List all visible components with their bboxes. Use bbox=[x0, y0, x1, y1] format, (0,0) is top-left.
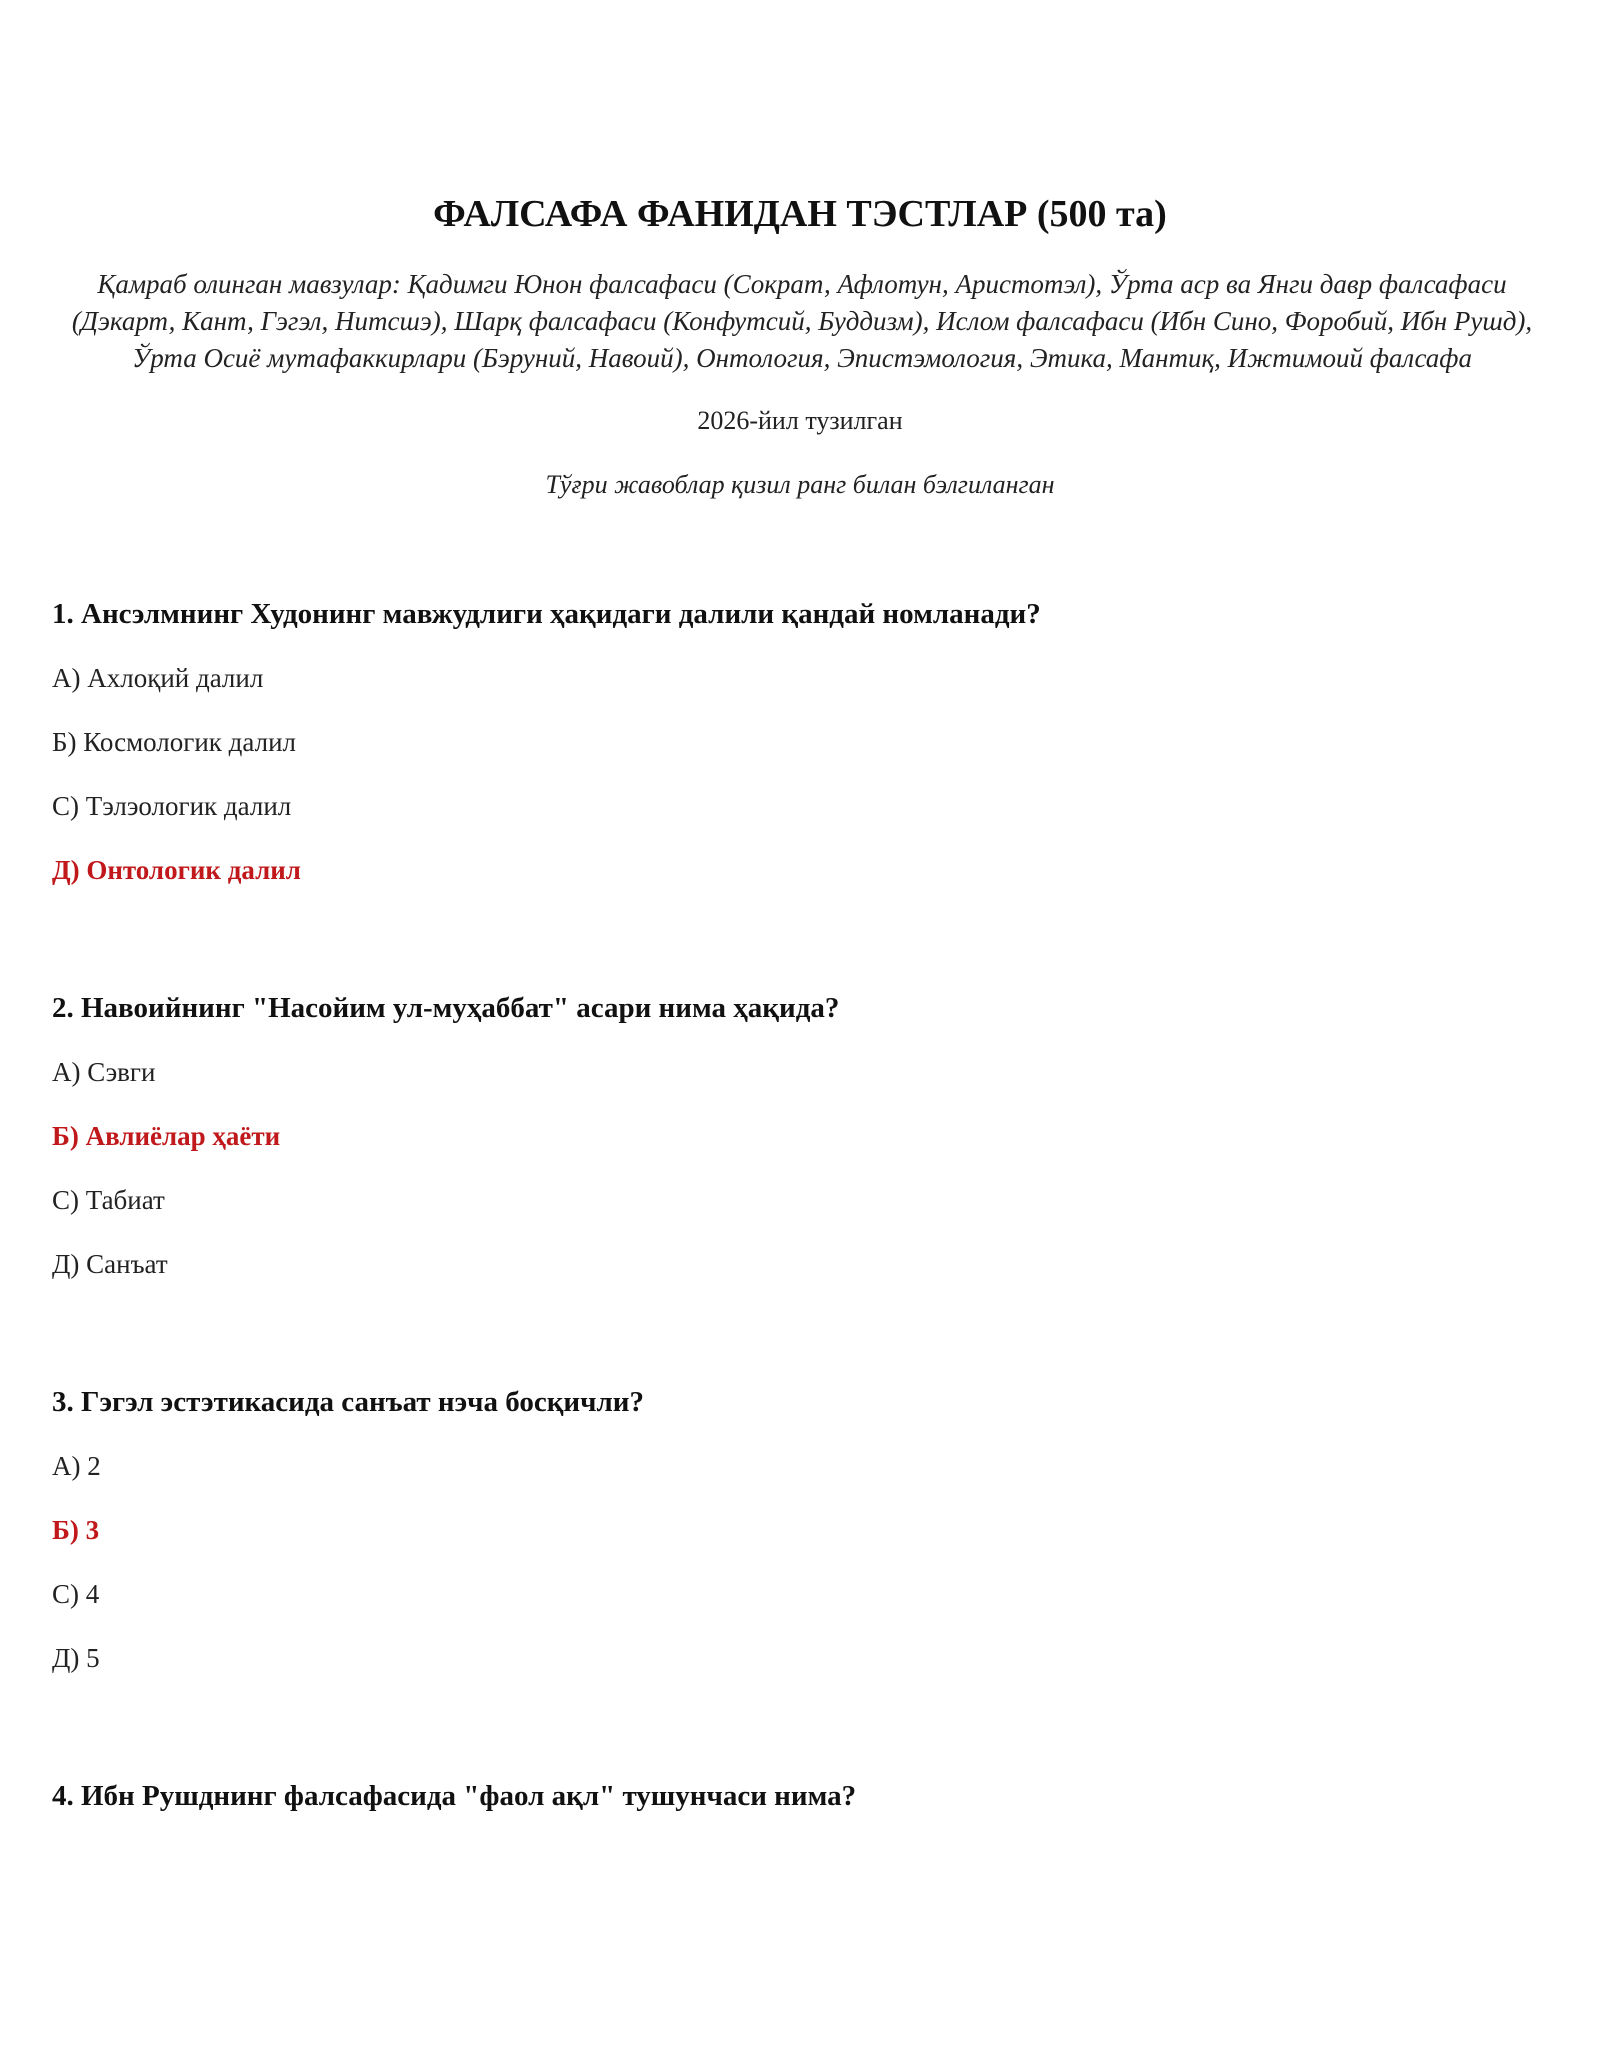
answer-legend: Тўғри жавоблар қизил ранг билан бэлгиланган bbox=[545, 470, 1055, 499]
answer-option: С) 4 bbox=[52, 1579, 100, 1609]
topics-description: Қамраб олинган мавзулар: Қадимги Юнон фалсафаси (Сократ, Афлотун, Аристотэл), Ўрта аср ва Янги давр фалсафаси (Дэкарт, Кант, Гэгэл, Нитсшэ), Шарқ фалсафаси (Конфутсий, Буддизм), Ислом фалсафаси (Ибн Сино, Форобий, Ибн Рушд), Ўрта Осиё мутафаккирлари (Бэруний, Навоий), Онтология, Эпистэмология, Этика, Мантиқ, Ижтимоий фалсафа bbox=[71, 269, 1533, 373]
answer-option: А) Ахлоқий далил bbox=[52, 663, 264, 693]
answer-option: А) 2 bbox=[52, 1451, 101, 1481]
question-text: 2. Навоийнинг "Насойим ул-муҳаббат" асари нима ҳақида? bbox=[52, 992, 840, 1024]
question-item bbox=[52, 595, 1548, 889]
question-item bbox=[52, 1777, 1548, 1815]
question-text: 3. Гэгэл эстэтикасида санъат нэча босқичли? bbox=[52, 1386, 644, 1418]
answer-option: С) Тэлэологик далил bbox=[52, 791, 292, 821]
answer-option: С) Табиат bbox=[52, 1185, 165, 1215]
question-list bbox=[52, 595, 1548, 1815]
correct-answer-option: Б) 3 bbox=[52, 1515, 100, 1545]
compiled-year: 2026-йил тузилган bbox=[697, 406, 903, 435]
question-text: 4. Ибн Рушднинг фалсафасида "фаол ақл" тушунчаси нима? bbox=[52, 1780, 857, 1812]
answer-option: Б) Космологик далил bbox=[52, 727, 297, 757]
answer-option: А) Сэвги bbox=[52, 1057, 156, 1087]
correct-answer-option: Б) Авлиёлар ҳаёти bbox=[52, 1121, 281, 1151]
document-title: ФАЛСАФА ФАНИДАН ТЭСТЛАР (500 та) bbox=[433, 193, 1167, 235]
answer-option: Д) Санъат bbox=[52, 1249, 168, 1279]
question-item bbox=[52, 1383, 1548, 1677]
answer-option: Д) 5 bbox=[52, 1643, 100, 1673]
question-text: 1. Ансэлмнинг Худонинг мавжудлиги ҳақидаги далили қандай номланади? bbox=[52, 598, 1041, 630]
correct-answer-option: Д) Онтологик далил bbox=[52, 855, 301, 885]
question-item bbox=[52, 989, 1548, 1283]
